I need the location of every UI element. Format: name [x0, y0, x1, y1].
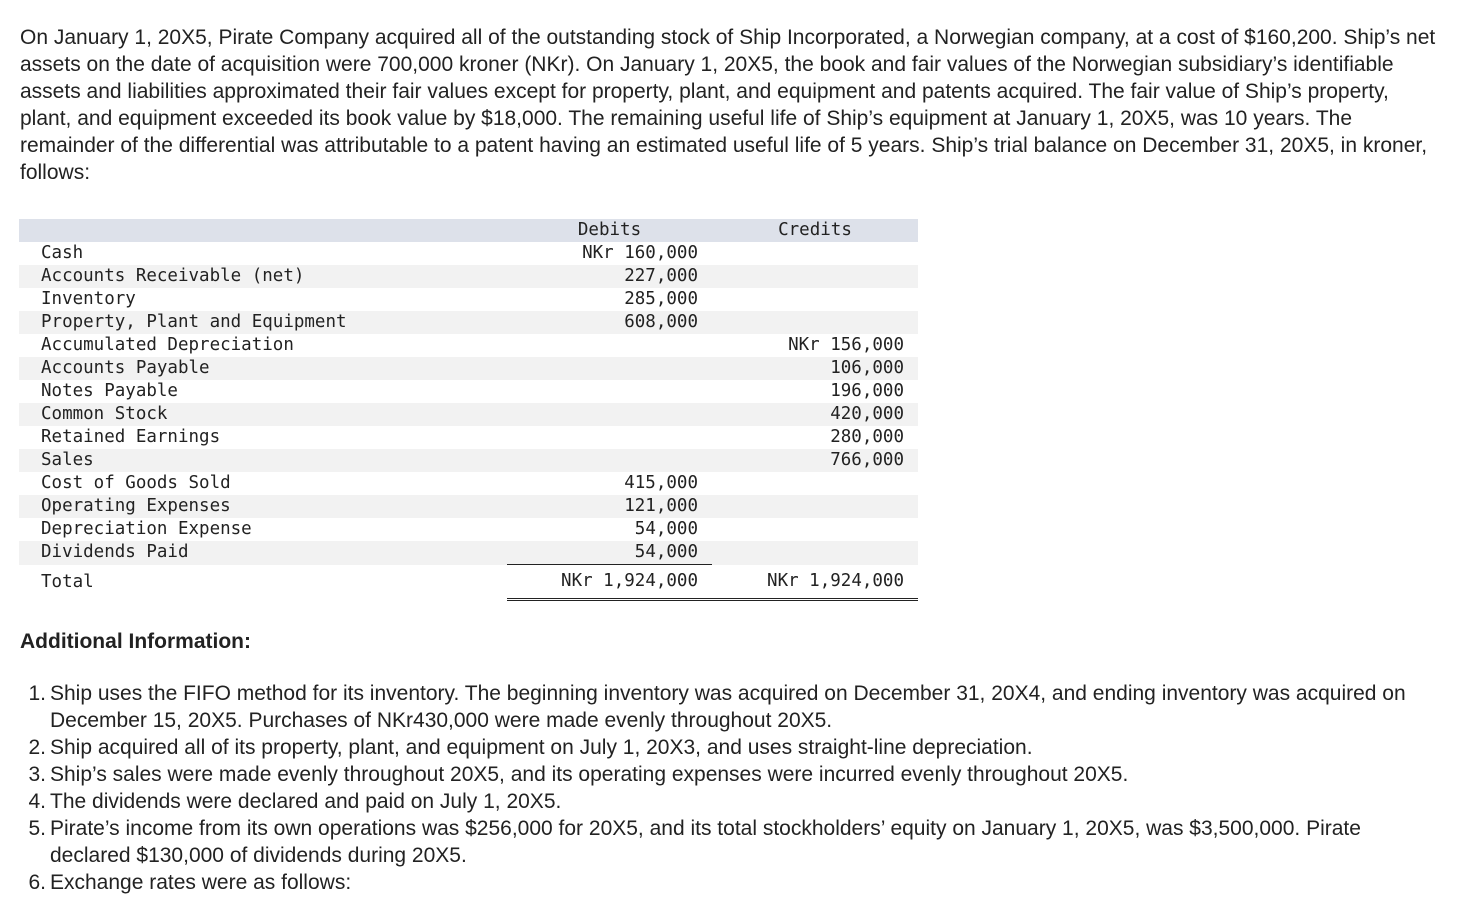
- total-credits: NKr 1,924,000: [712, 565, 918, 600]
- item-number: 1.: [28, 682, 46, 705]
- item-text: Pirate’s income from its own operations was $256,000 for 20X5, and its total stockholders’ equity on January 1, 20X5, was $3,500,000. Pirate declared $130,000 of dividends during 20X5.: [50, 817, 1361, 867]
- credits-header: Credits: [712, 219, 918, 242]
- trial-balance-header-row: [19, 219, 918, 242]
- additional-info-item: [20, 788, 1440, 815]
- credit-amount: [712, 518, 918, 541]
- account-name: Common Stock: [19, 403, 507, 426]
- debit-amount: 285,000: [507, 288, 712, 311]
- credit-amount: 196,000: [712, 380, 918, 403]
- total-label: Total: [19, 565, 507, 600]
- debit-amount: 415,000: [507, 472, 712, 495]
- account-name: Cost of Goods Sold: [19, 472, 507, 495]
- trial-balance-row: [19, 403, 918, 426]
- additional-info-title: Additional Information:: [20, 630, 251, 653]
- debits-header: Debits: [507, 219, 712, 242]
- trial-balance-row: [19, 242, 918, 265]
- credit-amount: 106,000: [712, 357, 918, 380]
- account-name: Accounts Payable: [19, 357, 507, 380]
- account-name: Operating Expenses: [19, 495, 507, 518]
- debit-amount: 227,000: [507, 265, 712, 288]
- account-name: Dividends Paid: [19, 541, 507, 565]
- account-name: Retained Earnings: [19, 426, 507, 449]
- credit-amount: [712, 472, 918, 495]
- account-name: Notes Payable: [19, 380, 507, 403]
- credit-amount: 420,000: [712, 403, 918, 426]
- credit-amount: 280,000: [712, 426, 918, 449]
- account-name: Cash: [19, 242, 507, 265]
- trial-balance-row: [19, 265, 918, 288]
- item-number: 3.: [28, 763, 46, 786]
- item-number: 2.: [28, 736, 46, 759]
- item-number: 4.: [28, 790, 46, 813]
- credit-amount: [712, 288, 918, 311]
- debit-amount: 608,000: [507, 311, 712, 334]
- debit-amount: [507, 380, 712, 403]
- credit-amount: [712, 265, 918, 288]
- trial-balance-row: [19, 541, 918, 565]
- item-text: Exchange rates were as follows:: [50, 871, 352, 894]
- additional-info-list: [20, 680, 1440, 896]
- trial-balance-row: [19, 380, 918, 403]
- additional-info-item: [20, 815, 1440, 869]
- item-number: 5.: [28, 817, 46, 840]
- account-name: Inventory: [19, 288, 507, 311]
- trial-balance-row: [19, 426, 918, 449]
- total-debits: NKr 1,924,000: [507, 565, 712, 600]
- account-name: Property, Plant and Equipment: [19, 311, 507, 334]
- debit-amount: 54,000: [507, 518, 712, 541]
- credit-amount: [712, 242, 918, 265]
- debit-amount: 54,000: [507, 541, 712, 565]
- item-text: Ship uses the FIFO method for its inventory. The beginning inventory was acquired on December 31, 20X4, and ending inventory was acquired on December 15, 20X5. Purchases of NKr430,000 were made evenly throughout 20X5.: [50, 682, 1406, 732]
- trial-balance-row: [19, 472, 918, 495]
- debit-amount: [507, 403, 712, 426]
- credit-amount: NKr 156,000: [712, 334, 918, 357]
- additional-info-item: [20, 680, 1440, 734]
- account-name: Depreciation Expense: [19, 518, 507, 541]
- credit-amount: [712, 495, 918, 518]
- item-number: 6.: [28, 871, 46, 894]
- problem-intro: On January 1, 20X5, Pirate Company acquired all of the outstanding stock of Ship Incorporated, a Norwegian company, at a cost of $160,200. Ship’s net assets on the date of acquisition were 700,000 kroner (NKr). On January 1, 20X5, the book and fair values of the Norwegian subsidiary’s identifiable assets and liabilities approximated their fair values except for property, plant, and equipment and patents acquired. The fair value of Ship’s property, plant, and equipment exceeded its book value by $18,000. The remaining useful life of Ship’s equipment at January 1, 20X5, was 10 years. The remainder of the differential was attributable to a patent having an estimated useful life of 5 years. Ship’s trial balance on December 31, 20X5, in kroner, follows:: [20, 26, 1436, 184]
- trial-balance-row: [19, 449, 918, 472]
- trial-balance-row: [19, 518, 918, 541]
- trial-balance-row: [19, 495, 918, 518]
- debit-amount: [507, 426, 712, 449]
- credit-amount: [712, 311, 918, 334]
- item-text: The dividends were declared and paid on July 1, 20X5.: [50, 790, 562, 813]
- account-header: [19, 219, 507, 242]
- additional-info-item: [20, 761, 1440, 788]
- account-name: Accumulated Depreciation: [19, 334, 507, 357]
- credit-amount: [712, 541, 918, 565]
- trial-balance-row: [19, 334, 918, 357]
- debit-amount: [507, 449, 712, 472]
- debit-amount: NKr 160,000: [507, 242, 712, 265]
- debit-amount: [507, 357, 712, 380]
- item-text: Ship’s sales were made evenly throughout 20X5, and its operating expenses were incurred evenly throughout 20X5.: [50, 763, 1129, 786]
- trial-balance-row: [19, 357, 918, 380]
- trial-balance-total-row: [19, 565, 918, 600]
- debit-amount: [507, 334, 712, 357]
- trial-balance-row: [19, 288, 918, 311]
- account-name: Sales: [19, 449, 507, 472]
- debit-amount: 121,000: [507, 495, 712, 518]
- additional-info-item: [20, 869, 1440, 896]
- additional-info-item: [20, 734, 1440, 761]
- trial-balance-table: [19, 219, 918, 601]
- trial-balance-row: [19, 311, 918, 334]
- credit-amount: 766,000: [712, 449, 918, 472]
- item-text: Ship acquired all of its property, plant, and equipment on July 1, 20X3, and uses straight-line depreciation.: [50, 736, 1033, 759]
- account-name: Accounts Receivable (net): [19, 265, 507, 288]
